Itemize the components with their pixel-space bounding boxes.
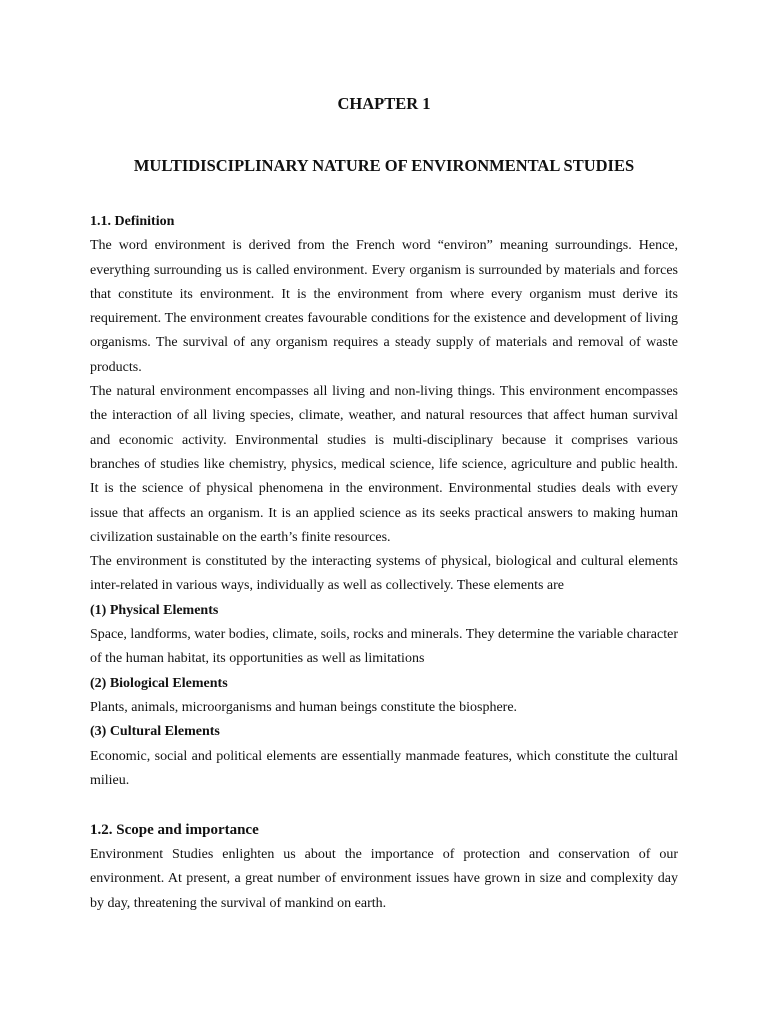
paragraph: Economic, social and political elements are essentially manmade features, which constitute the cultural milieu. <box>90 748 678 788</box>
section-heading-scope: 1.2. Scope and importance <box>90 822 259 839</box>
paragraph: The environment is constituted by the interacting systems of physical, biological and cultural elements inter-related in various ways, individually as well as collectively. These elements are <box>90 554 678 594</box>
paragraph: The word environment is derived from the French word “environ” meaning surroundings. Hence, everything surrounding us is called environment. Every organism is surrounded by materials and forces that constitute its environment. It is the environment from where every organism must derive its requirement. The environment creates favourable conditions for the existence and development of living organisms. The survival of any organism requires a steady supply of materials and removal of waste products. <box>90 238 678 375</box>
paragraph: Space, landforms, water bodies, climate, soils, rocks and minerals. They determine the variable character of the human habitat, its opportunities as well as limitations <box>90 627 678 667</box>
paragraph: The natural environment encompasses all living and non-living things. This environment encompasses the interaction of all living species, climate, weather, and natural resources that affect human survival and economic activity. Environmental studies is multi-disciplinary because it comprises various branches of studies like chemistry, physics, medical science, life science, agriculture and public health. It is the science of physical phenomena in the environment. Environmental studies deals with every issue that affects an organism. It is an applied science as its seeks practical answers to making human civilization sustainable on the earth’s finite resources. <box>90 384 678 545</box>
subheading-physical-elements: (1) Physical Elements <box>90 602 219 618</box>
document-body <box>90 210 678 916</box>
subheading-cultural-elements: (3) Cultural Elements <box>90 724 220 740</box>
document-title: MULTIDISCIPLINARY NATURE OF ENVIRONMENTAL STUDIES <box>133 156 635 175</box>
paragraph: Plants, animals, microorganisms and human beings constitute the biosphere. <box>90 699 518 715</box>
chapter-heading: CHAPTER 1 <box>337 94 431 113</box>
section-heading-definition: 1.1. Definition <box>90 214 175 229</box>
paragraph: Environment Studies enlighten us about the importance of protection and conservation of our environment. At present, a great number of environment issues have grown in size and complexity day by day, threatening the survival of mankind on earth. <box>90 847 678 911</box>
subheading-biological-elements: (2) Biological Elements <box>90 675 228 691</box>
